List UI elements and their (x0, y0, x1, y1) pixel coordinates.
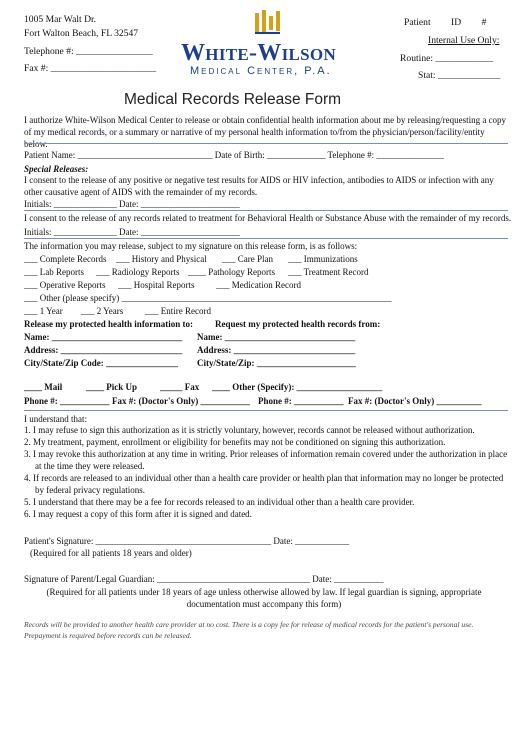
patient-signature-note: (Required for all patients 18 years and older) (30, 548, 192, 558)
understand-item-4: 4. If records are released to an individual other than a health care provider or health plan that information may no longer be protected by federal privacy regulations. (24, 473, 504, 495)
request-fax-field[interactable]: Fax #: (Doctor's Only) __________ (348, 396, 482, 406)
understand-item-6: 6. I may request a copy of this form after it is signed and dated. (24, 509, 252, 519)
other-specify-field[interactable]: ___ Other (please specify) ____________________________________________________________ (24, 293, 392, 303)
address-line-2: Fort Walton Beach, FL 32547 (24, 28, 139, 39)
logo-title: White-Wilson (181, 40, 337, 66)
checkbox-1-year[interactable]: ___ 1 Year (24, 306, 63, 316)
checkbox-operative-reports[interactable]: ___ Operative Reports (24, 280, 106, 290)
release-name-field[interactable]: Name: _____________________________ (24, 332, 183, 342)
patient-id-label: Patient ID # (404, 17, 487, 28)
understand-item-3: 3. I may revoke this authorization at any time in writing. Prior releases of information remain covered under the authorization in place at the time they were released. (24, 449, 508, 471)
internal-use-label: Internal Use Only: (428, 35, 500, 46)
checkbox-medication-record[interactable]: ___ Medication Record (216, 280, 301, 290)
routine-field[interactable]: Routine: ____________ (400, 53, 494, 64)
understand-heading: I understand that: (24, 414, 87, 424)
request-city-field[interactable]: City/State/Zip: ______________________ (197, 358, 356, 368)
understand-item-1: 1. I may refuse to sign this authorization as it is strictly voluntary, however, records cannot be released without authorization. (24, 425, 475, 435)
intro-text: I authorize White-Wilson Medical Center to release or obtain confidential health information about me by releasing/requesting a copy of my medical records, or a summary or narrative of my personal health information to/from the physician/person/facility/entity below. (24, 115, 507, 149)
records-intro: The information you may release, subject to my signature on this release form, is as follows: (24, 241, 358, 251)
footer-note: Records will be provided to another health care provider at no cost. There is a copy fee for release of medical records for the patient's personal use. Prepayment is required before records can be released. (24, 620, 474, 640)
telephone-field[interactable]: Telephone #: ________________ (24, 46, 153, 57)
request-phone-field[interactable]: Phone #: ___________ (258, 396, 344, 406)
checkbox-entire-record[interactable]: ___ Entire Record (145, 306, 211, 316)
checkbox-2-years[interactable]: ___ 2 Years (81, 306, 124, 316)
checkbox-complete-records[interactable]: ___ Complete Records (24, 254, 107, 264)
request-name-field[interactable]: Name: _____________________________ (197, 332, 356, 342)
checkbox-lab-reports[interactable]: ___ Lab Reports (24, 267, 84, 277)
checkbox-radiology-reports[interactable]: ___ Radiology Reports (96, 267, 180, 277)
special-releases-heading: Special Releases: (24, 164, 89, 174)
request-address-field[interactable]: Address: ___________________________ (197, 345, 356, 355)
initials-date-2[interactable]: Initials: ______________ Date: ______________________ (24, 227, 240, 237)
divider (24, 410, 508, 411)
form-title: Medical Records Release Form (124, 91, 342, 108)
divider (24, 210, 508, 211)
fax-field[interactable]: Fax #: ______________________ (24, 63, 157, 74)
method-pick-up[interactable]: ____ Pick Up (86, 382, 138, 392)
checkbox-history-physical[interactable]: ___ History and Physical (116, 254, 207, 264)
release-to-heading: Release my protected health information to: (24, 319, 194, 329)
method-fax[interactable]: _____ Fax (160, 382, 200, 392)
method-other[interactable]: ____ Other (Specify): ___________________ (212, 382, 383, 392)
stat-field[interactable]: Stat: _____________ (418, 70, 501, 81)
checkbox-treatment-record[interactable]: ___ Treatment Record (288, 267, 369, 277)
divider (24, 238, 508, 239)
address-line-1: 1005 Mar Walt Dr. (24, 14, 97, 25)
patient-info-line[interactable]: Patient Name: ______________________________ Date of Birth: _____________ Telephone #: _______________ (24, 150, 444, 160)
divider (24, 143, 508, 144)
release-fax-field[interactable]: Fax #: (Doctor's Only) ___________ (112, 396, 250, 406)
release-phone-field[interactable]: Phone #: ___________ (24, 396, 110, 406)
logo-subtitle: Medical Center, P.A. (190, 65, 332, 77)
hiv-consent-text: I consent to the release of any positive or negative test results for AIDS or HIV infection, antibodies to AIDS or infection with any other causative agent of AIDS with the remainder of my records. (24, 175, 494, 197)
initials-date-1[interactable]: Initials: ______________ Date: ______________________ (24, 199, 240, 209)
release-address-field[interactable]: Address: ___________________________ (24, 345, 183, 355)
logo-bars-icon (253, 8, 283, 36)
understand-item-5: 5. I understand that there may be a fee for records released to an individual other than a health care provider. (24, 497, 415, 507)
guardian-signature-field[interactable]: Signature of Parent/Legal Guardian: __________________________________ Date: ___________ (24, 574, 384, 584)
understand-item-2: 2. My treatment, payment, enrollment or eligibility for benefits may not be conditioned on signing this authorization. (24, 437, 446, 447)
checkbox-immunizations[interactable]: ___ Immunizations (288, 254, 358, 264)
checkbox-care-plan[interactable]: ___ Care Plan (222, 254, 273, 264)
method-mail[interactable]: ____ Mail (24, 382, 63, 392)
patient-signature-field[interactable]: Patient's Signature: _______________________________________ Date: ____________ (24, 536, 350, 546)
release-city-field[interactable]: City/State/Zip Code: ________________ (24, 358, 178, 368)
behavioral-consent-text: I consent to the release of any records related to treatment for Behavioral Health or Substance Abuse with the remainder of my records. (24, 213, 512, 223)
guardian-signature-note: (Required for all patients under 18 years of age unless otherwise allowed by law. If legal guardian is signing, appropriate documentation must accompany this form) (46, 587, 482, 609)
checkbox-hospital-reports[interactable]: ___ Hospital Reports (118, 280, 195, 290)
checkbox-pathology-reports[interactable]: ____ Pathology Reports (188, 267, 275, 277)
request-from-heading: Request my protected health records from: (215, 319, 381, 329)
